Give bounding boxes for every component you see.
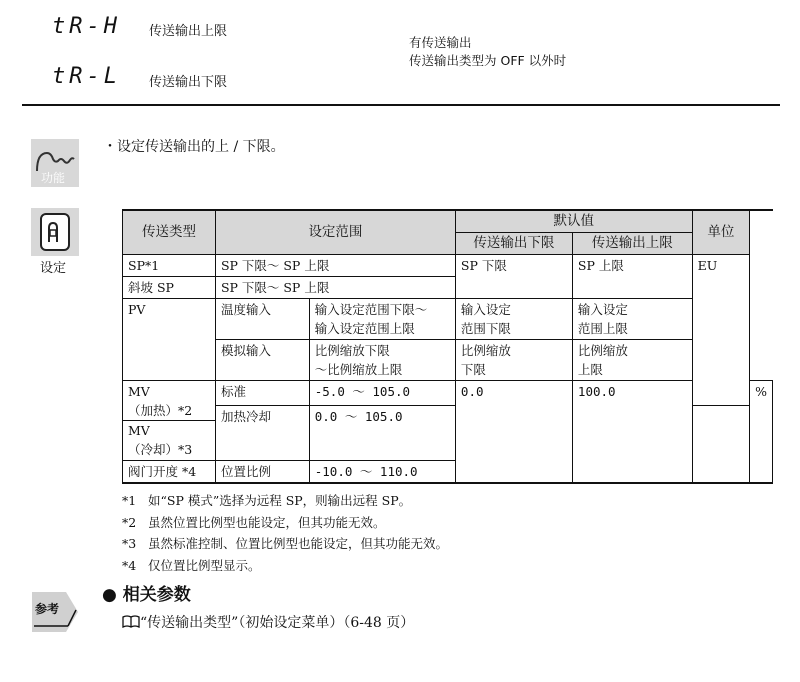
- header-setting-range: 设定范围: [215, 210, 455, 255]
- footnote-text: 虽然标准控制、位置比例型也能设定，但其功能无效。: [148, 536, 449, 551]
- header-transfer-type: 传送类型: [123, 210, 216, 255]
- condition-line-2: 传送输出类型为 OFF 以外时: [409, 53, 567, 68]
- setting-range-table: [122, 209, 773, 484]
- cell-upper-sp: SP 上限: [572, 255, 692, 299]
- upper-analog-b: 上限: [577, 362, 603, 377]
- reference-icon: [30, 586, 80, 638]
- cell-sub-heat-cool: 加热冷却: [215, 406, 309, 461]
- cell-type-ramp-sp: 斜坡 SP: [123, 277, 216, 299]
- range-temp-b: 输入设定范围上限: [314, 321, 415, 336]
- reference-caption: 参考: [35, 602, 60, 616]
- condition: [409, 34, 566, 70]
- cell-upper-mv: 100.0: [572, 381, 692, 484]
- footnote-key: *3: [122, 536, 137, 551]
- cell-range-sp: SP 下限～ SP 上限: [215, 255, 455, 277]
- type-mv-heat-b: （加热）*2: [128, 403, 193, 418]
- type-mv-heat-a: MV: [128, 384, 150, 399]
- cell-sub-standard: 标准: [215, 381, 309, 406]
- settings-caption: 设定: [40, 261, 67, 276]
- related-link[interactable]: “传送输出类型”（初始设定菜单）（6-48 页）: [140, 615, 415, 631]
- footnote: [122, 555, 448, 577]
- header-default: 默认值: [455, 210, 692, 233]
- param-code-upper: tR-H: [52, 14, 121, 39]
- upper-temp-a: 输入设定: [577, 302, 628, 317]
- cell-type-valve: 阀门开度 *4: [123, 461, 216, 484]
- footnote-key: *4: [122, 557, 137, 573]
- cell-range-position: -10.0 ～ 110.0: [309, 461, 455, 484]
- cell-sub-position: 位置比例: [215, 461, 309, 484]
- condition-line-1: 有传送输出: [409, 35, 472, 50]
- cell-range-analog: [309, 340, 455, 381]
- cell-type-sp: SP*1: [123, 255, 216, 277]
- cell-lower-temp: [455, 299, 572, 340]
- related-link-row: [122, 612, 414, 633]
- cell-type-pv: PV: [123, 299, 216, 381]
- footnote-text: 虽然位置比例型也能设定，但其功能无效。: [148, 514, 386, 530]
- header-lower-limit: 传送输出下限: [455, 233, 572, 255]
- footnote-text: 如“SP 模式”选择为远程 SP，则输出远程 SP。: [148, 493, 412, 508]
- type-mv-cool-b: （冷却）*3: [128, 442, 193, 457]
- cell-unit-percent: %: [750, 381, 773, 484]
- cell-unit-eu: EU: [692, 255, 749, 406]
- header-unit: 单位: [692, 210, 749, 255]
- cell-lower-sp: SP 下限: [455, 255, 572, 299]
- param-name-lower: 传送输出下限: [149, 75, 228, 90]
- footnote: [122, 512, 448, 534]
- upper-analog-a: 比例缩放: [577, 343, 628, 358]
- range-temp-a: 输入设定范围下限～: [314, 302, 428, 317]
- type-mv-cool-a: MV: [123, 420, 215, 440]
- cell-sub-temp: 温度输入: [215, 299, 309, 340]
- lower-temp-a: 输入设定: [460, 302, 511, 317]
- cell-sub-analog: 模拟输入: [215, 340, 309, 381]
- cell-range-standard: -5.0 ～ 105.0: [309, 381, 455, 406]
- cell-upper-analog: [572, 340, 692, 381]
- footnotes: [122, 490, 448, 576]
- function-icon: [31, 139, 79, 187]
- related-heading: ● 相关参数: [102, 585, 191, 605]
- footnote-key: *2: [122, 514, 137, 530]
- cell-lower-analog: [455, 340, 572, 381]
- param-name-upper: 传送输出上限: [149, 24, 228, 39]
- header-divider: [22, 104, 780, 106]
- cell-upper-temp: [572, 299, 692, 340]
- footnote: [122, 490, 448, 512]
- lower-temp-b: 范围下限: [460, 321, 511, 336]
- cell-type-mv: [123, 381, 216, 461]
- footnote-text: 仅位置比例型显示。: [148, 557, 261, 573]
- footnote-key: *1: [122, 493, 137, 508]
- footnote: [122, 533, 448, 555]
- param-code-lower: tR-L: [52, 64, 121, 89]
- header-upper-limit: 传送输出上限: [572, 233, 692, 255]
- function-caption: 功能: [41, 171, 66, 185]
- cell-range-temp: [309, 299, 455, 340]
- cell-range-ramp-sp: SP 下限～ SP 上限: [215, 277, 455, 299]
- range-analog-b: ～比例缩放上限: [314, 362, 403, 377]
- lower-analog-b: 下限: [460, 362, 486, 377]
- upper-temp-b: 范围上限: [577, 321, 628, 336]
- function-text: ・设定传送输出的上 / 下限。: [103, 139, 285, 155]
- cell-lower-mv: 0.0: [455, 381, 572, 484]
- settings-icon: [31, 208, 79, 256]
- book-icon: [122, 615, 140, 633]
- finger-press-icon: [31, 208, 79, 256]
- cell-range-heat-cool: 0.0 ～ 105.0: [309, 406, 455, 461]
- lower-analog-a: 比例缩放: [460, 343, 511, 358]
- range-analog-a: 比例缩放下限: [314, 343, 390, 358]
